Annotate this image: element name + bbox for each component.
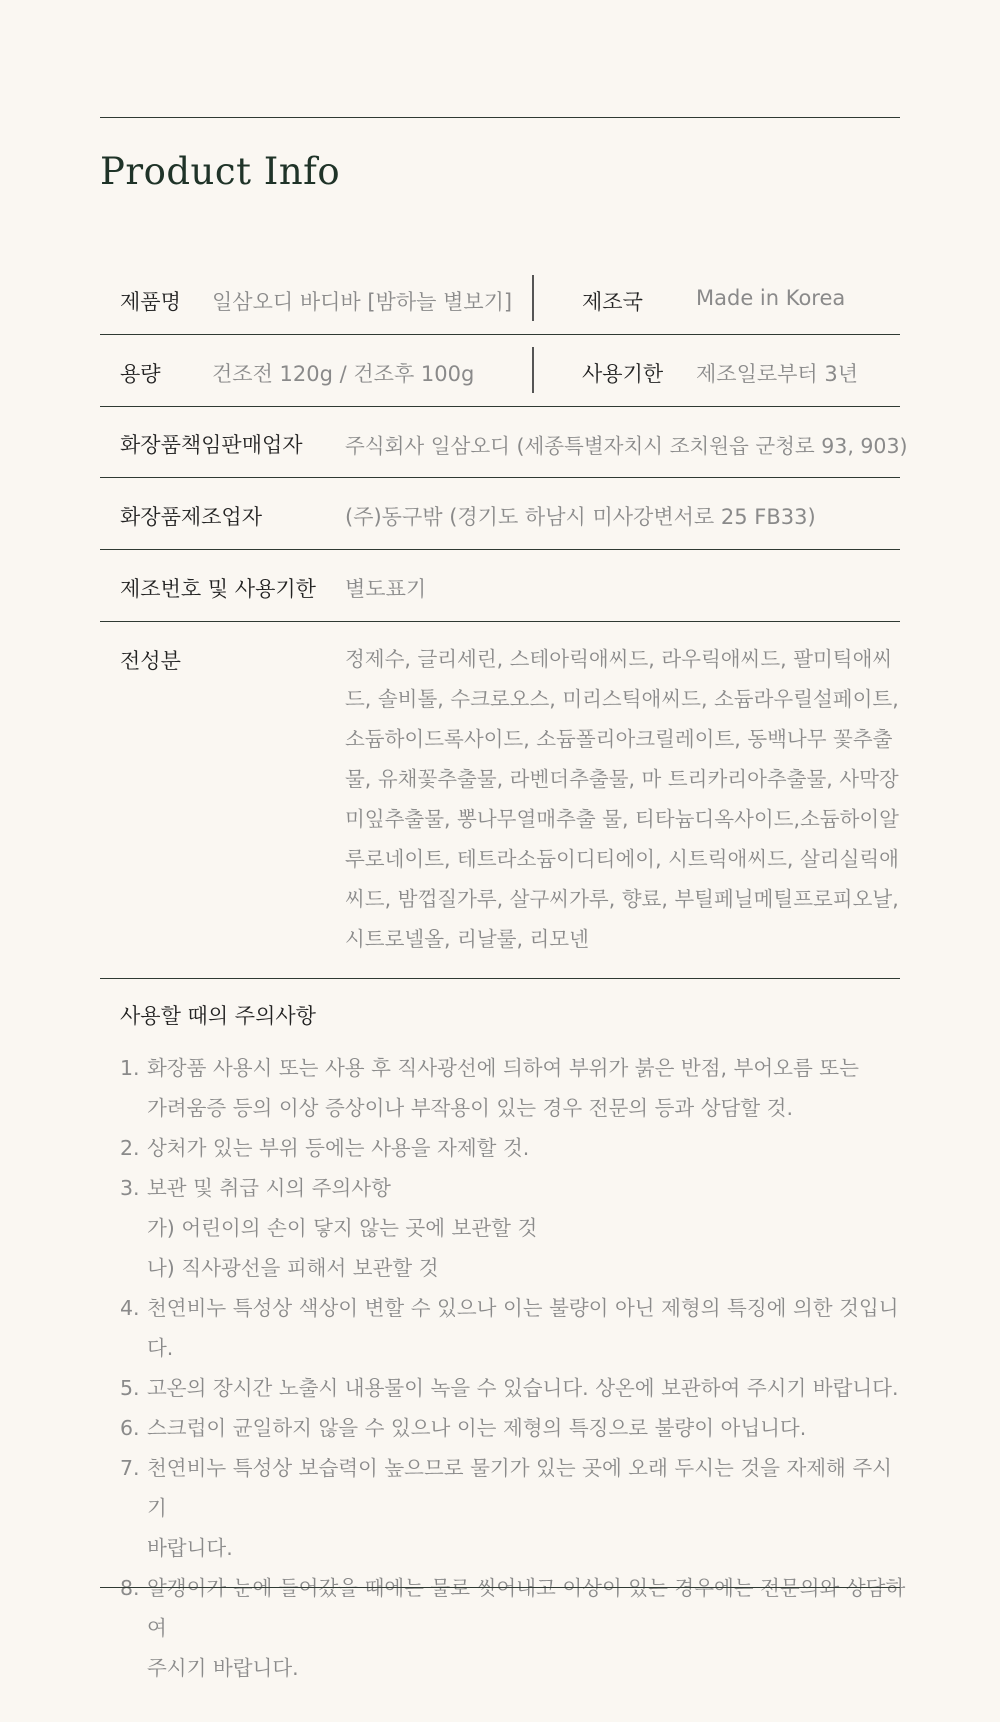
- origin-label: 제조국: [582, 290, 643, 314]
- lot-label: 제조번호 및 사용기한: [120, 577, 316, 601]
- caution-item: [120, 1128, 910, 1168]
- spec-row-volume-expiry: [100, 334, 900, 407]
- spec-row-ingredients: [100, 621, 900, 979]
- cautions-title: 사용할 때의 주의사항: [120, 1004, 316, 1028]
- ingredients-line: 정제수, 글리세린, 스테아릭애씨드, 라우릭애씨드, 팔미틱애씨: [345, 647, 893, 671]
- ingredients-line: 씨드, 밤껍질가루, 살구씨가루, 향료, 부틸페닐메틸프로피오날,: [345, 887, 899, 911]
- volume-value: 건조전 120g / 건조후 100g: [212, 362, 475, 386]
- caution-number: 7.: [120, 1456, 140, 1480]
- caution-line: 천연비누 특성상 색상이 변할 수 있으나 이는 불량이 아닌 제형의 특징에 의한 것입니다.: [147, 1296, 899, 1360]
- manufacturer-label: 화장품제조업자: [120, 505, 263, 529]
- top-divider: [100, 117, 900, 118]
- caution-number: 3.: [120, 1176, 140, 1200]
- caution-line: 가려움증 등의 이상 증상이나 부작용이 있는 경우 전문의 등과 상담할 것.: [147, 1096, 793, 1120]
- column-divider: [532, 347, 534, 393]
- cautions-list: [120, 1048, 910, 1688]
- column-divider: [532, 275, 534, 321]
- caution-item: [120, 1368, 910, 1408]
- caution-item: [120, 1408, 910, 1448]
- caution-number: 2.: [120, 1136, 140, 1160]
- caution-item: [120, 1288, 910, 1368]
- caution-item: [120, 1448, 910, 1568]
- spec-row-lot: [100, 549, 900, 622]
- spec-row-manufacturer: [100, 477, 900, 550]
- caution-number: 1.: [120, 1056, 140, 1080]
- caution-line: 보관 및 취급 시의 주의사항: [147, 1176, 391, 1200]
- ingredients-line: 물, 유채꽃추출물, 라벤더추출물, 마 트리카리아추출물, 사막장: [345, 767, 899, 791]
- caution-line: 스크럽이 균일하지 않을 수 있으나 이는 제형의 특징으로 불량이 아닙니다.: [147, 1416, 807, 1440]
- caution-number: 5.: [120, 1376, 140, 1400]
- caution-item: [120, 1568, 910, 1688]
- ingredients-line: 드, 솔비톨, 수크로오스, 미리스틱애씨드, 소듐라우릴설페이트,: [345, 687, 899, 711]
- spec-row-seller: [100, 406, 908, 478]
- product-name-value: 일삼오디 바디바 [밤하늘 별보기]: [212, 290, 513, 314]
- ingredients-label: 전성분: [120, 649, 181, 673]
- caution-number: 4.: [120, 1296, 140, 1320]
- caution-line: 천연비누 특성상 보습력이 높으므로 물기가 있는 곳에 오래 두시는 것을 자제해 주시기: [147, 1456, 892, 1520]
- section-title: Product Info: [100, 150, 341, 193]
- ingredients-line: 시트로넬올, 리날룰, 리모넨: [345, 927, 589, 951]
- caution-line: 주시기 바랍니다.: [147, 1656, 299, 1680]
- caution-line: 상처가 있는 부위 등에는 사용을 자제할 것.: [147, 1136, 530, 1160]
- lot-value: 별도표기: [345, 577, 427, 601]
- volume-label: 용량: [120, 362, 161, 386]
- expiry-label: 사용기한: [582, 362, 664, 386]
- manufacturer-value: (주)동구밖 (경기도 하남시 미사강변서로 25 FB33): [345, 505, 816, 529]
- caution-line: 바랍니다.: [147, 1536, 233, 1560]
- seller-value: 주식회사 일삼오디 (세종특별자치시 조치원읍 군청로 93, 903): [345, 434, 908, 458]
- caution-number: 6.: [120, 1416, 140, 1440]
- ingredients-line: 미잎추출물, 뽕나무열매추출 물, 티타늄디옥사이드,소듐하이알: [345, 807, 899, 831]
- caution-number: 8.: [120, 1576, 140, 1600]
- caution-line: 가) 어린이의 손이 닿지 않는 곳에 보관할 것: [147, 1216, 538, 1240]
- ingredients-line: 소듐하이드록사이드, 소듐폴리아크릴레이트, 동백나무 꽃추출: [345, 727, 893, 751]
- ingredients-line: 루로네이트, 테트라소듐이디티에이, 시트릭애씨드, 살리실릭애: [345, 847, 899, 871]
- caution-item: [120, 1168, 910, 1288]
- expiry-value: 제조일로부터 3년: [696, 362, 859, 386]
- caution-line: 알갱이가 눈에 들어갔을 때에는 물로 씻어내고 이상이 있는 경우에는 전문의와 상담하여: [147, 1576, 906, 1640]
- caution-line: 화장품 사용시 또는 사용 후 직사광선에 듸하여 부위가 붉은 반점, 부어오름 또는: [147, 1056, 859, 1080]
- caution-line: 나) 직사광선을 피해서 보관할 것: [147, 1256, 439, 1280]
- seller-label: 화장품책임판매업자: [120, 433, 303, 457]
- spec-row-name-origin: [100, 262, 900, 335]
- bottom-divider: [100, 1587, 900, 1588]
- product-name-label: 제품명: [120, 290, 181, 314]
- caution-item: [120, 1048, 910, 1128]
- origin-value: Made in Korea: [696, 286, 846, 310]
- caution-line: 고온의 장시간 노출시 내용물이 녹을 수 있습니다. 상온에 보관하여 주시기 바랍니다.: [147, 1376, 899, 1400]
- ingredients-list: [345, 639, 905, 959]
